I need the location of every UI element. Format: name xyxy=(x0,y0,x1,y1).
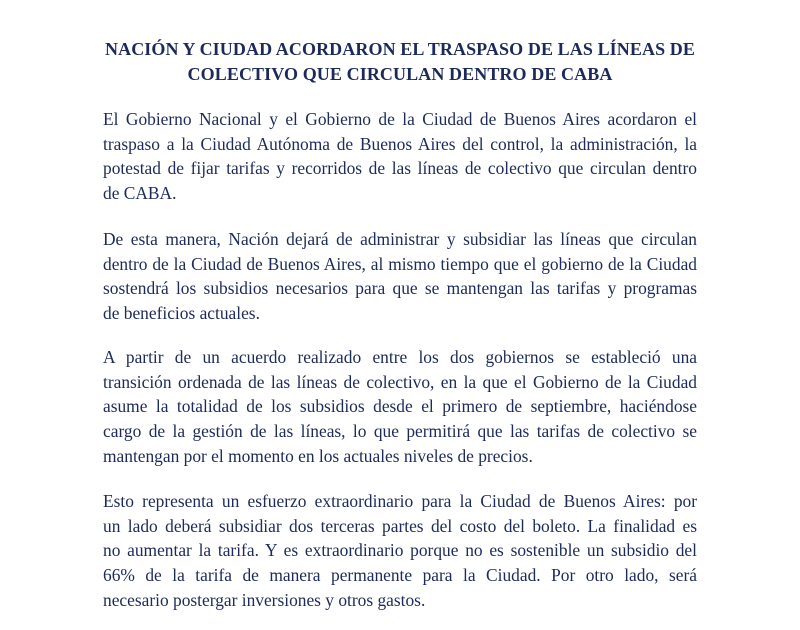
paragraph-2 xyxy=(103,227,697,326)
text-line: A partir de un acuerdo realizado entre los dos gobiernos se estableció una xyxy=(103,347,697,367)
text-line: necesario postergar inversiones y otros gastos. xyxy=(103,589,426,610)
paragraph-4 xyxy=(103,489,697,613)
title-line: COLECTIVO QUE CIRCULAN DENTRO DE CABA xyxy=(187,64,613,84)
text-line: transición ordenada de las líneas de colectivo, en la que el Gobierno de la Ciudad xyxy=(103,371,697,392)
text-line: Esto representa un esfuerzo extraordinario para la Ciudad de Buenos Aires: por xyxy=(103,491,697,511)
text-line: De esta manera, Nación dejará de administrar y subsidiar las líneas que circulan xyxy=(103,229,697,249)
text-line: asume la totalidad de los subsidios desde el primero de septiembre, haciéndose xyxy=(103,396,697,417)
text-line: cargo de la gestión de las líneas, lo que permitirá que las tarifas de colectivo se xyxy=(103,421,697,442)
text-line: dentro de la Ciudad de Buenos Aires, al mismo tiempo que el gobierno de la Ciudad xyxy=(103,253,697,274)
text-line: un lado deberá subsidiar dos terceras partes del costo del boleto. La finalidad es xyxy=(103,515,697,536)
text-line: El Gobierno Nacional y el Gobierno de la Ciudad de Buenos Aires acordaron el xyxy=(103,109,697,129)
text-line: de beneficios actuales. xyxy=(103,303,260,324)
text-line: mantengan por el momento en los actuales niveles de precios. xyxy=(103,445,533,466)
paragraph-1 xyxy=(103,107,697,206)
text-line: de CABA. xyxy=(103,183,177,204)
text-line: traspaso a la Ciudad Autónoma de Buenos Aires del control, la administración, la xyxy=(103,133,697,154)
text-line: 66% de la tarifa de manera permanente para la Ciudad. Por otro lado, será xyxy=(103,565,697,586)
text-line: sostendrá los subsidios necesarios para que se mantengan las tarifas y programas xyxy=(103,278,697,299)
text-line: potestad de fijar tarifas y recorridos de las líneas de colectivo que circulan dentro xyxy=(103,158,697,179)
title-line: NACIÓN Y CIUDAD ACORDARON EL TRASPASO DE LAS LÍNEAS DE xyxy=(105,39,695,59)
paragraph-3 xyxy=(103,345,697,469)
text-line: no aumentar la tarifa. Y es extraordinario porque no es sostenible un subsidio del xyxy=(103,540,697,561)
document-title xyxy=(100,37,700,87)
